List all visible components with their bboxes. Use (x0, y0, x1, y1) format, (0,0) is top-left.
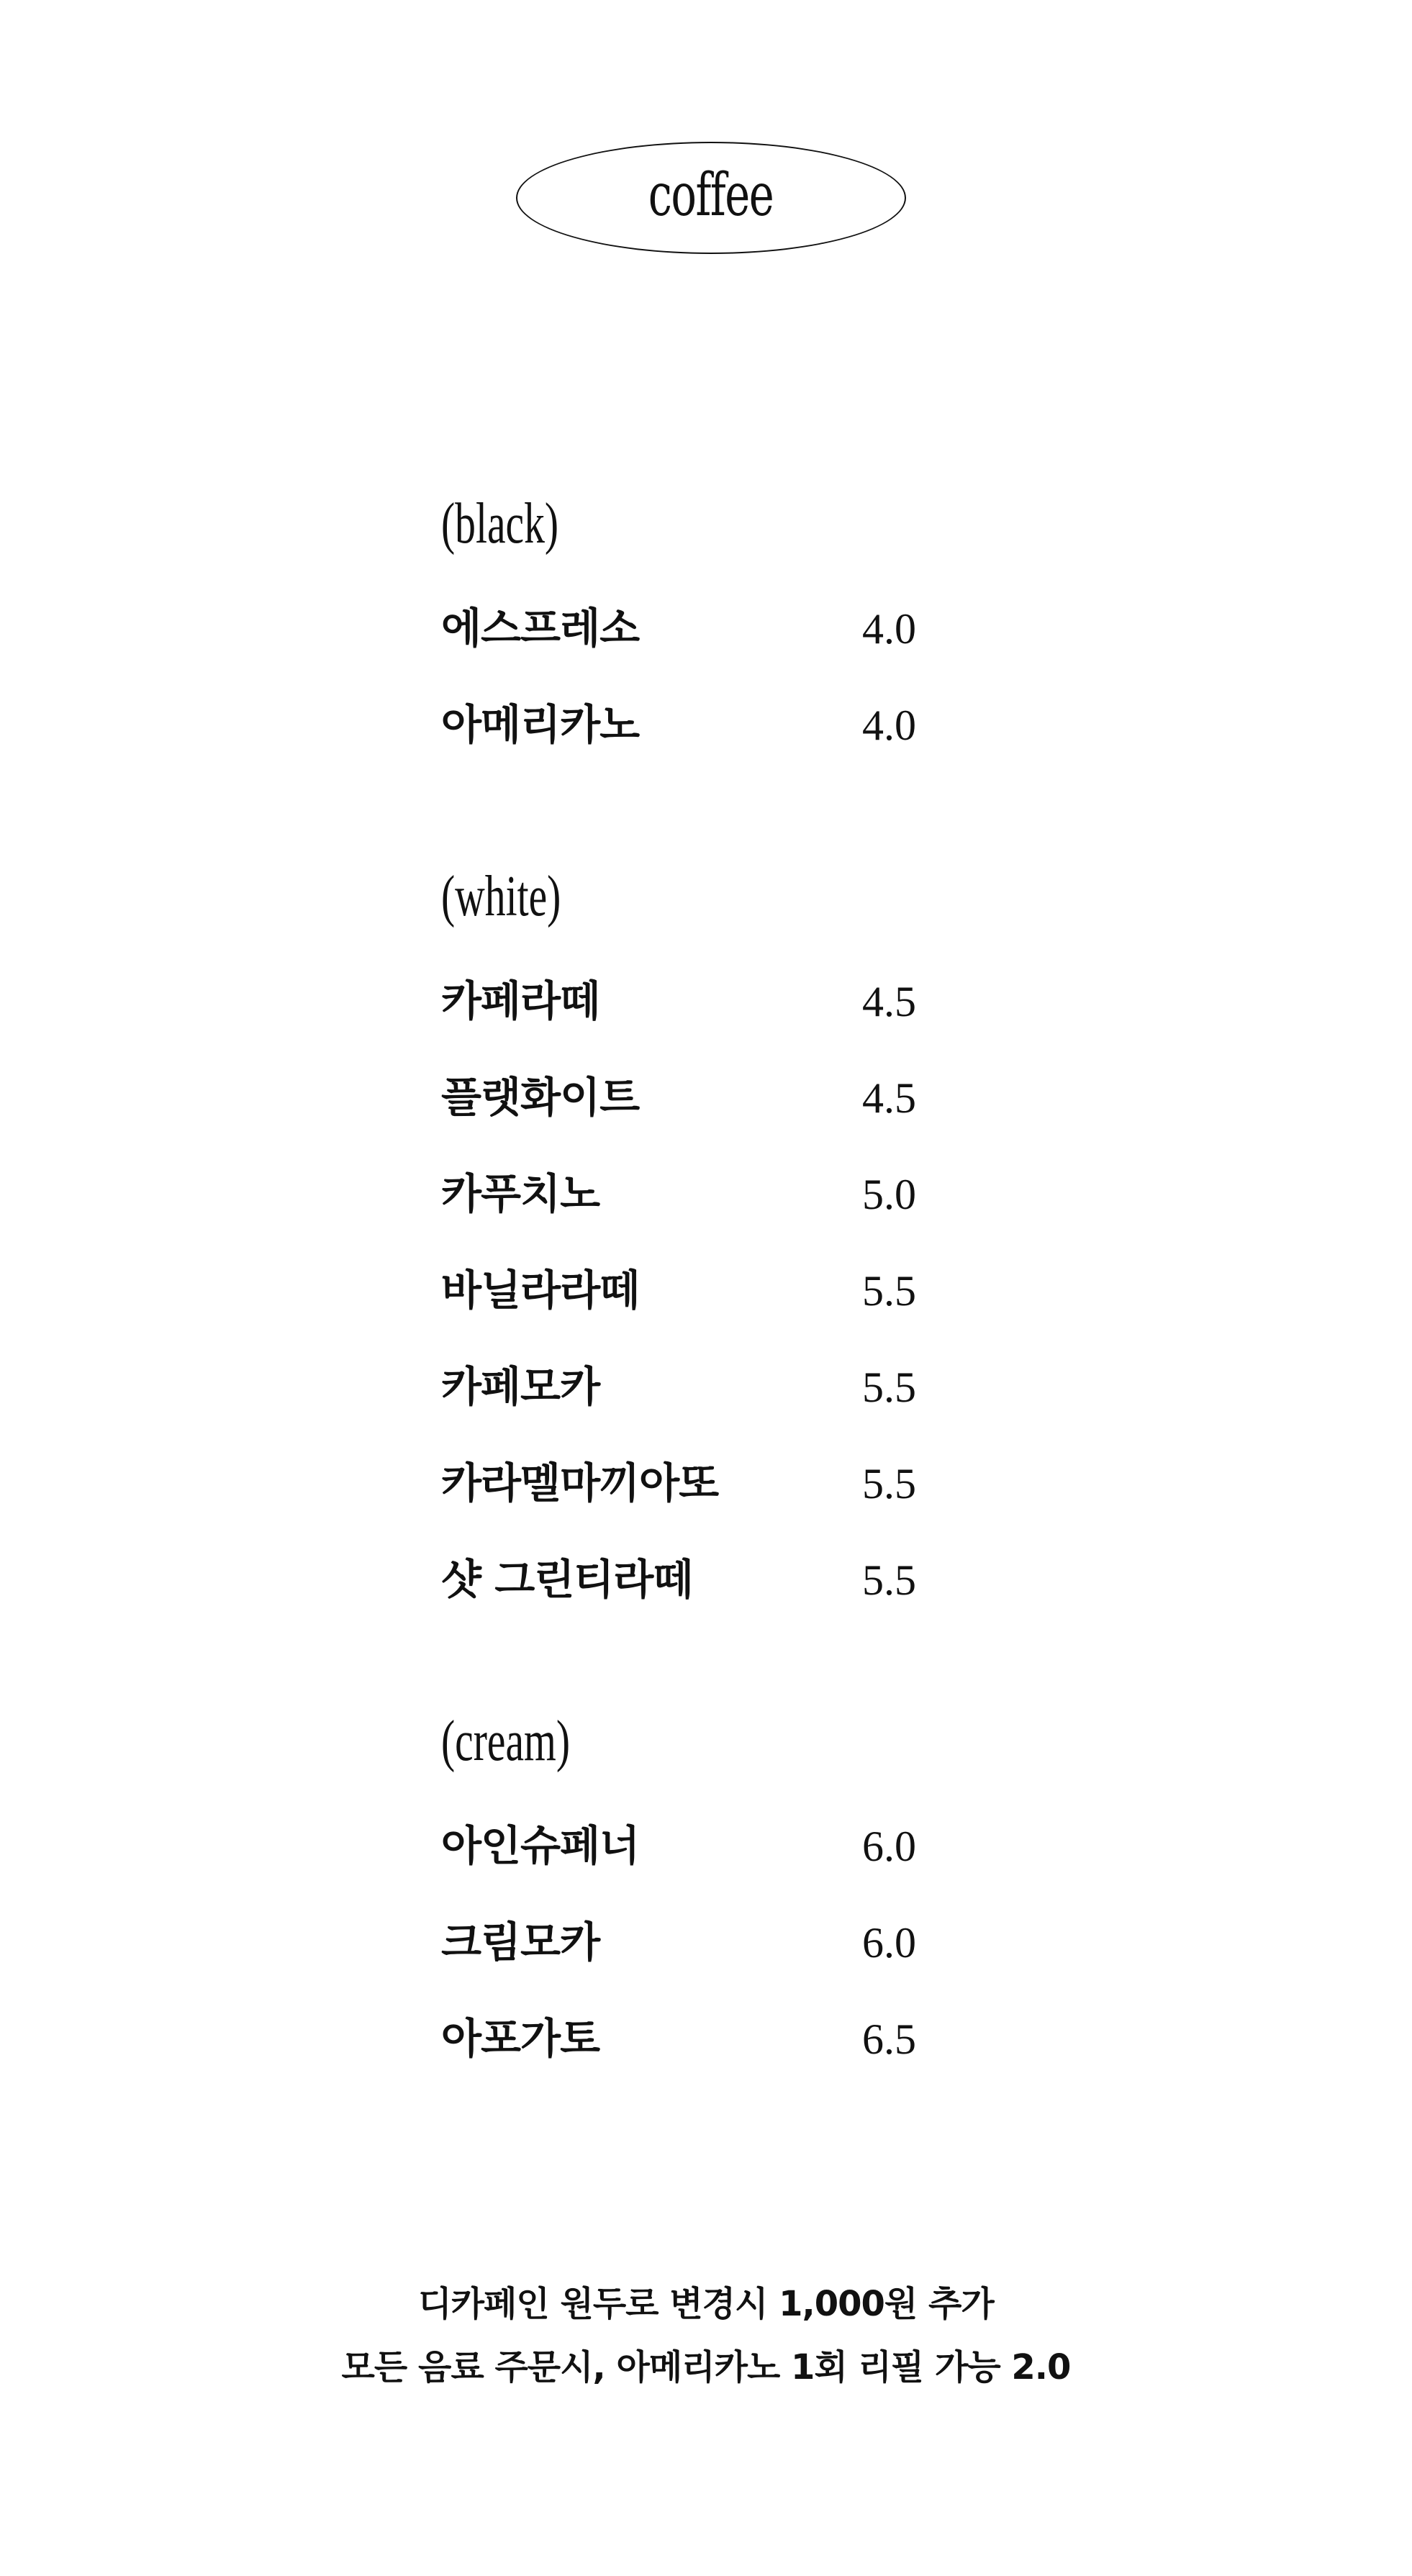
menu-item-price: 6.5 (862, 2015, 916, 2063)
menu-item-name: 카페라떼 (441, 976, 600, 1025)
menu-item-name: 바닐라라떼 (441, 1266, 640, 1315)
menu-item-price: 5.5 (862, 1267, 916, 1315)
menu-item-price: 5.5 (862, 1364, 916, 1411)
section-heading-white: (white) (441, 865, 561, 928)
menu-item-name: 에스프레소 (441, 604, 640, 653)
menu-item-price: 4.0 (862, 702, 916, 749)
menu-item-price: 5.0 (862, 1171, 916, 1218)
footer-note-refill: 모든 음료 주문시, 아메리카노 1회 리필 가능 2.0 (341, 2347, 1071, 2387)
menu-item-name: 카페모카 (441, 1362, 600, 1411)
menu-item-name: 플랫화이트 (441, 1073, 640, 1122)
menu-item-price: 5.5 (862, 1556, 916, 1604)
menu-item-name: 카라멜마끼아또 (441, 1459, 719, 1507)
menu-item-price: 6.0 (862, 1919, 916, 1967)
page-title: coffee (648, 161, 774, 230)
section-heading-black: (black) (441, 492, 559, 555)
menu-item-name: 샷 그린티라떼 (441, 1555, 693, 1604)
menu-item-price: 6.0 (862, 1823, 916, 1870)
menu-item-name: 크림모카 (441, 1918, 600, 1967)
menu-item-name: 아포가토 (441, 2014, 600, 2063)
menu-item-name: 카푸치노 (441, 1169, 600, 1218)
menu-item-name: 아메리카노 (441, 700, 640, 749)
menu-item-price: 5.5 (862, 1460, 916, 1507)
menu-item-price: 4.5 (862, 978, 916, 1025)
menu-item-price: 4.5 (862, 1074, 916, 1122)
menu-item-name: 아인슈페너 (441, 1821, 640, 1870)
menu-item-price: 4.0 (862, 605, 916, 653)
footer-note-decaf: 디카페인 원두로 변경시 1,000원 추가 (418, 2284, 994, 2324)
title-oval (516, 142, 906, 254)
section-heading-cream: (cream) (441, 1710, 571, 1773)
